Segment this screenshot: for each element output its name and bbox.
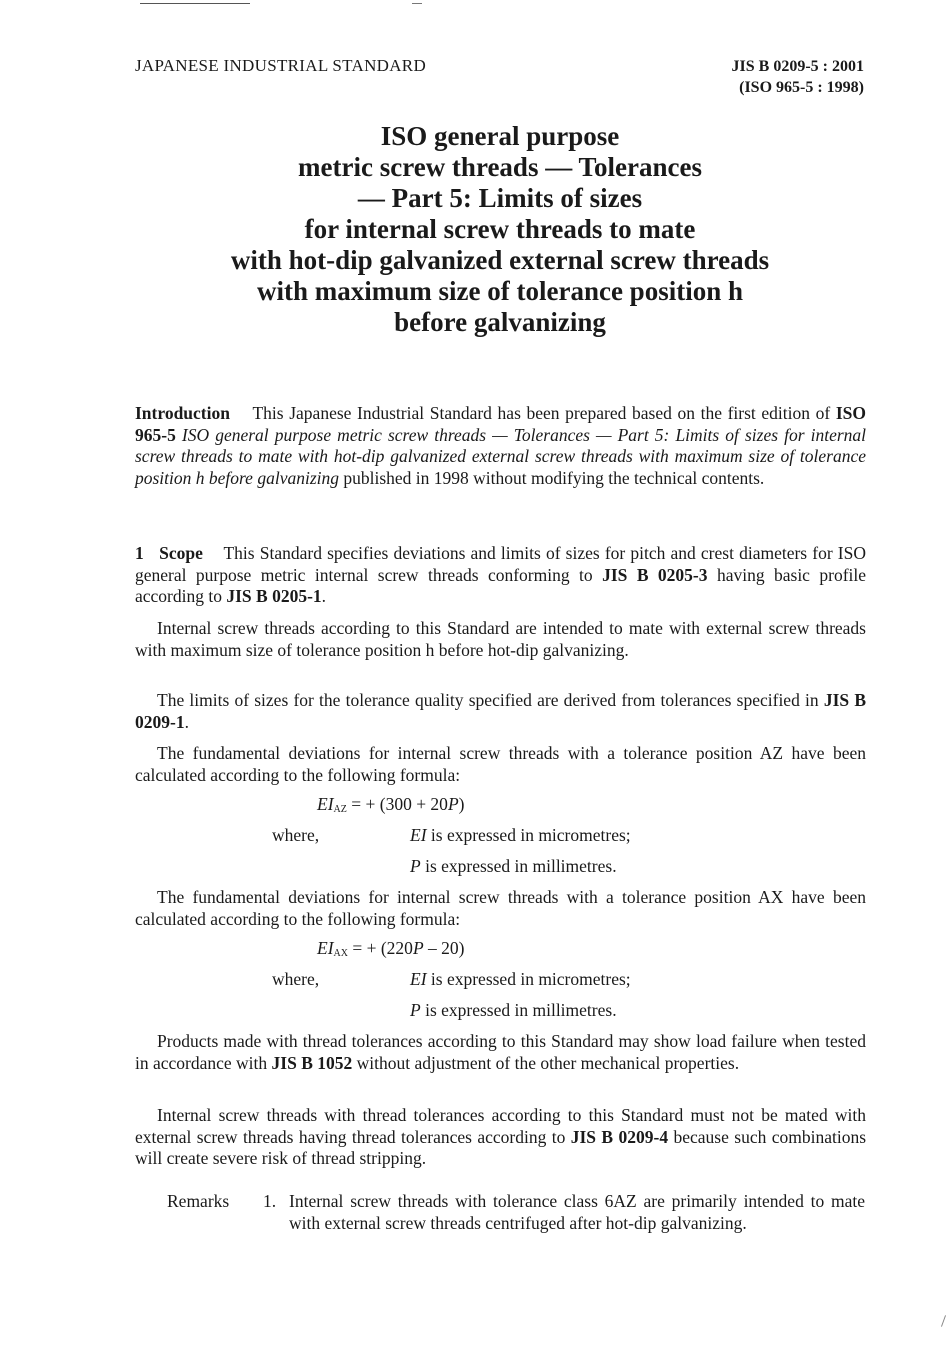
formula-rhs: = + (300 + 20 xyxy=(346,794,448,814)
where-p-definition xyxy=(410,856,617,877)
formula-symbol: EI xyxy=(317,794,334,814)
iso-title: ISO general purpose metric screw threads — Tolerances — Part 5: Limits of sizes for internal screw threads to mate with hot-dip galvanized external screw threads with maximum size of tolerance position h before galvanizing xyxy=(135,424,867,488)
standard-ref: JIS B 0205-3 xyxy=(602,564,708,585)
title-line: ISO general purpose xyxy=(380,121,620,151)
scope-paragraph-7 xyxy=(135,1105,866,1170)
scope-paragraph-3 xyxy=(135,690,866,733)
formula-variable: P xyxy=(412,938,424,958)
standard-ref: JIS B 1052 xyxy=(271,1052,353,1073)
definition-text: is expressed in millimetres. xyxy=(420,856,617,876)
standard-ref: JIS B 0205-1 xyxy=(226,586,322,606)
definition-text: is expressed in millimetres. xyxy=(420,1000,617,1020)
scope-text: without adjustment of the other mechanical properties. xyxy=(356,1052,740,1073)
standard-number: JIS B 0209-5 : 2001 xyxy=(731,58,864,75)
title-line: with maximum size of tolerance position h xyxy=(257,276,743,306)
definition-text: is expressed in micrometres; xyxy=(426,969,631,989)
title-line: metric screw threads — Tolerances xyxy=(298,152,702,182)
top-scan-dash xyxy=(412,3,422,4)
iso-reference: (ISO 965-5 : 1998) xyxy=(739,79,864,96)
formula-subscript: AZ xyxy=(333,804,347,815)
where-ei-definition xyxy=(410,825,631,846)
title-line: with hot-dip galvanized external screw threads xyxy=(230,245,770,275)
where-ei-definition xyxy=(410,969,631,990)
introduction-heading: Introduction xyxy=(135,403,230,423)
scope-text: The limits of sizes for the tolerance quality specified are derived from tolerances specified in xyxy=(157,690,819,710)
standard-ref: JIS B 0209-1 xyxy=(135,690,867,732)
document-title xyxy=(100,121,900,338)
iso-code: ISO 965-5 xyxy=(135,403,866,445)
scope-heading: Scope xyxy=(159,543,203,563)
introduction-text-end: published in 1998 without modifying the technical contents. xyxy=(343,467,765,488)
scope-text: because such combinations will create severe risk of thread stripping. xyxy=(135,1126,867,1168)
section-number: 1 xyxy=(135,543,144,563)
scope-paragraph-4: The fundamental deviations for internal screw threads with a tolerance position AZ have been calculated according to the following formula: xyxy=(135,743,866,785)
punctuation: . xyxy=(184,711,189,732)
scope-text: having basic profile according to xyxy=(135,564,867,606)
formula-ax xyxy=(317,938,464,959)
header-organization: JAPANESE INDUSTRIAL STANDARD xyxy=(135,56,427,75)
where-p-definition xyxy=(410,1000,617,1021)
header-standard-code xyxy=(732,56,864,98)
formula-close: – 20) xyxy=(423,938,465,958)
scope-paragraph-1 xyxy=(135,543,866,608)
formula-symbol: EI xyxy=(410,825,427,845)
definition-text: is expressed in micrometres; xyxy=(426,825,631,845)
formula-az xyxy=(317,794,464,815)
where-label: where, xyxy=(272,969,320,989)
punctuation: . xyxy=(321,586,327,606)
title-line: for internal screw threads to mate xyxy=(304,214,696,244)
scope-paragraph-2: Internal screw threads according to this Standard are intended to mate with external screw threads with maximum size of tolerance position h before hot-dip galvanizing. xyxy=(135,618,866,660)
formula-close: ) xyxy=(458,794,465,814)
scope-text: Products made with thread tolerances according to this Standard may show load failure when tested in accordance with xyxy=(135,1031,866,1073)
formula-variable: P xyxy=(410,856,421,876)
title-line: before galvanizing xyxy=(394,307,606,337)
formula-subscript: AX xyxy=(333,948,348,959)
scope-paragraph-5: The fundamental deviations for internal screw threads with a tolerance position AX have been calculated according to the following formula: xyxy=(135,887,866,929)
formula-variable: P xyxy=(447,794,459,814)
where-label: where, xyxy=(272,825,320,845)
formula-rhs: = + (220 xyxy=(347,938,413,958)
remarks-text: Internal screw threads with tolerance class 6AZ are primarily intended to mate with external screw threads centrifuged after hot-dip galvanizing. xyxy=(289,1191,865,1233)
top-scan-line xyxy=(140,3,250,4)
scope-paragraph-6 xyxy=(135,1031,866,1074)
scope-text: Internal screw threads with thread tolerances according to this Standard must not be mated with external screw threads having thread tolerances according to xyxy=(135,1105,866,1147)
standard-ref: JIS B 0209-4 xyxy=(570,1126,669,1147)
formula-symbol: EI xyxy=(317,938,334,958)
scope-text: This Standard specifies deviations and limits of sizes for pitch and crest diameters for ISO general purpose metric internal screw threads conforming to xyxy=(135,543,866,585)
introduction-paragraph xyxy=(135,403,866,489)
introduction-text: This Japanese Industrial Standard has been prepared based on the first edition of xyxy=(252,403,831,423)
formula-symbol: EI xyxy=(410,969,427,989)
title-line: — Part 5: Limits of sizes xyxy=(357,183,643,213)
remarks-label: Remarks xyxy=(167,1191,230,1211)
remarks-number: 1. xyxy=(263,1191,277,1211)
scan-edge-mark xyxy=(941,1315,946,1327)
formula-variable: P xyxy=(410,1000,421,1020)
